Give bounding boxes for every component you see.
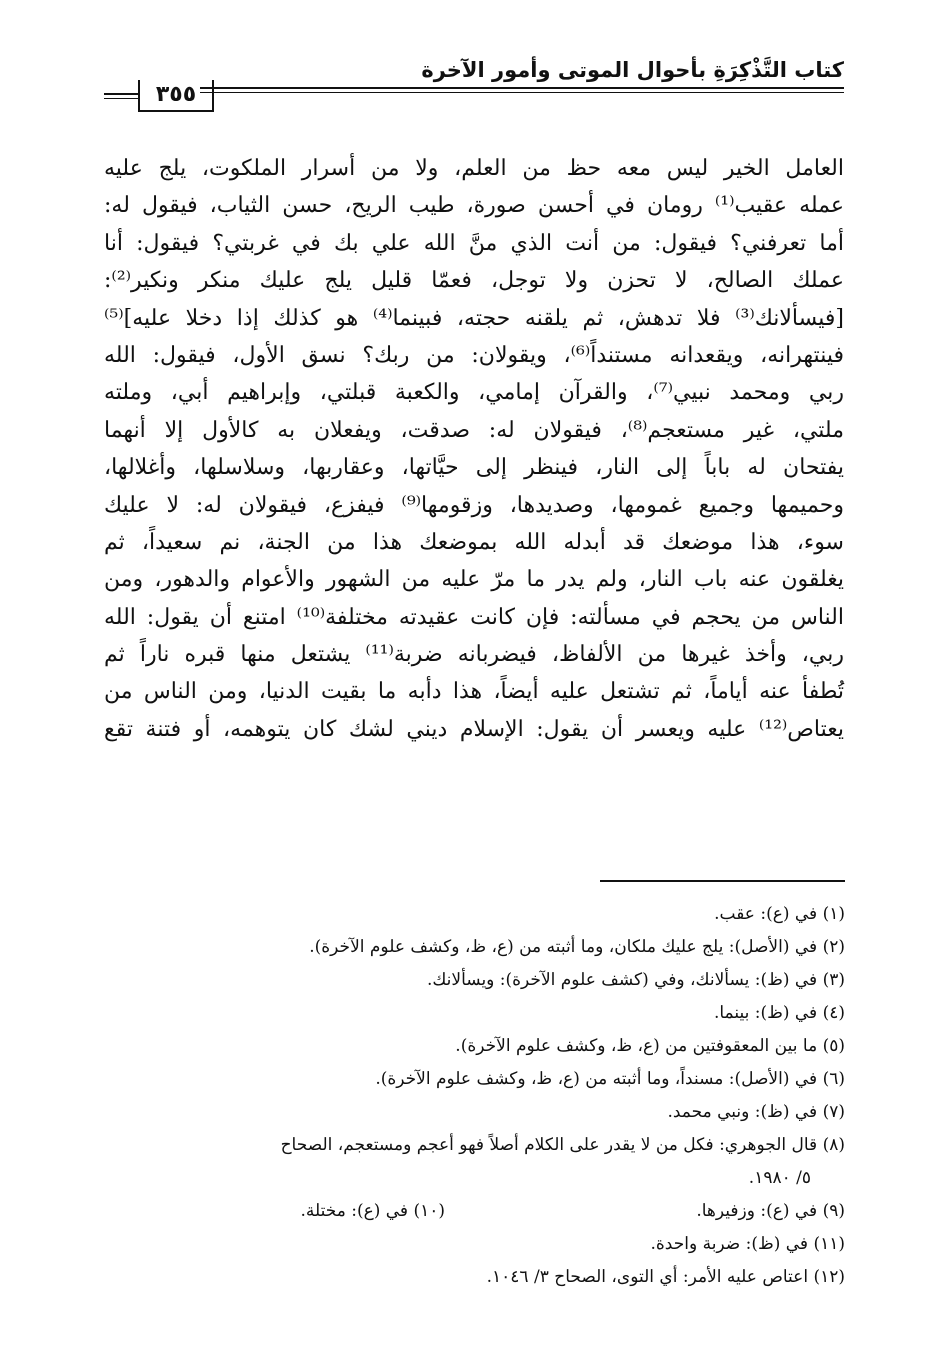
- running-header-title: كتاب التَّذْكِرَةِ بأحوال الموتى وأمور الآخرة: [421, 58, 844, 82]
- page-number-rule: [104, 93, 138, 95]
- text-line: يفتحان له باباً إلى النار، فينظر إلى حيَّاتها، وعقاربها، وسلاسلها، وأغلالها،: [104, 455, 844, 481]
- text-line: سوء، هذا موضعك قد أبدله الله بموضعك هذا من الجنة، نم سعيداً، ثم: [104, 529, 844, 555]
- header-rule-thin: [200, 92, 844, 93]
- text-line: عمله عقيب⁽¹⁾ رومان في أحسن صورة، طيب الريح، حسن الثياب، فيقول له:: [104, 193, 844, 219]
- text-line: تُطفأ عنه أياماً، ثم تشتعل عليه أيضاً، هذا دأبه ما بقيت الدنيا، ومن الناس من: [104, 679, 844, 705]
- footnote-11: (١١) في (ظ): ضربة واحدة.: [650, 1234, 845, 1254]
- footnotes: [104, 898, 845, 1294]
- text-line: يعتاص⁽¹²⁾ عليه ويعسر أن يقول: الإسلام ديني لشك كان يتوهمه، أو فتنة تقع: [104, 716, 844, 742]
- text-line: ربي، وأخذ غيرها من الألفاظ، فيضربانه ضربة⁽¹¹⁾ يشتعل منها قبره ناراً ثم: [104, 642, 844, 668]
- main-text: [104, 150, 844, 748]
- text-line: الناس من يحجم في مسألته: فإن كانت عقيدته مختلفة⁽¹⁰⁾ امتنع أن يقول: الله: [104, 604, 844, 630]
- page-number-frame: [104, 80, 214, 112]
- footnote-3: (٣) في (ظ): يسألانك، وفي (كشف علوم الآخرة): ويسألانك.: [426, 970, 845, 990]
- text-line: أما تعرفني؟ فيقول: من أنت الذي منَّ الله علي بك في غربتي؟ فيقول: أنا: [104, 230, 844, 256]
- footnote-6: (٦) في (الأصل): مسنداً، وما أثبته من (ع، ظ، وكشف علوم الآخرة).: [375, 1069, 845, 1089]
- page-number-rule-thin: [104, 98, 138, 99]
- footnote-8-continued: ٥/ ١٩٨٠.: [748, 1168, 811, 1188]
- footnote-separator: [600, 880, 845, 882]
- text-line: عملك الصالح، لا تحزن ولا توجل، فعمّا قليل يلج عليك منكر ونكير⁽²⁾:: [104, 268, 844, 294]
- text-line: ربي ومحمد نبيي⁽⁷⁾، والقرآن إمامي، والكعبة قبلتي، وإبراهيم أبي، وملته: [104, 380, 844, 406]
- footnote-1: (١) في (ع): عقب.: [714, 904, 845, 924]
- footnote-8: (٨) قال الجوهري: فكل من لا يقدر على الكلام أصلاً فهو أعجم ومستعجم، الصحاح: [280, 1135, 845, 1155]
- footnote-9: (٩) في (ع): وزفيرها.: [696, 1201, 845, 1221]
- text-line: العامل الخير ليس معه حظ من العلم، ولا من أسرار الملكوت، يلج عليه: [104, 156, 844, 181]
- header-rule: [200, 87, 844, 89]
- text-line: وحميمها وجميع غمومها، وصديدها، وزقومها⁽⁹⁾ فيفزع، فيقولان له: لا عليك: [104, 492, 844, 518]
- footnote-2: (٢) في (الأصل): يلج عليك ملكان، وما أثبته من (ع، ظ، وكشف علوم الآخرة).: [309, 937, 845, 957]
- footnote-7: (٧) في (ظ): ونبي محمد.: [667, 1102, 845, 1122]
- footnote-10: (١٠) في (ع): مختلة.: [300, 1201, 445, 1221]
- footnote-pair: [104, 1195, 845, 1228]
- footnote-5: (٥) ما بين المعقوفتين من (ع، ظ، وكشف علوم الآخرة).: [455, 1036, 845, 1056]
- footnote-4: (٤) في (ظ): بينما.: [713, 1003, 845, 1023]
- page-number: ٣٥٥: [138, 80, 214, 112]
- footnote-12: (١٢) اعتاص عليه الأمر: أي التوى، الصحاح ٣/ ١٠٤٦.: [486, 1267, 845, 1287]
- text-line: فينتهرانه، ويقعدانه مستنداً⁽⁶⁾، ويقولان: من ربك؟ نسق الأول، فيقول: الله: [104, 342, 844, 368]
- text-line: ملتي، غير مستعجم⁽⁸⁾، فيقولان له: صدقت، ويفعلان به كالأول إلا أنهما: [104, 417, 844, 443]
- text-line: [فيسألانك⁽³⁾ فلا تدهش، ثم يلقنه حجته، فبينما⁽⁴⁾ هو كذلك إذا دخلا عليه]⁽⁵⁾: [104, 305, 844, 331]
- text-line: يغلقون عنه باب النار، ولم يدر ما مرّ عليه من الشهور والأعوام والدهور، ومن: [104, 567, 844, 593]
